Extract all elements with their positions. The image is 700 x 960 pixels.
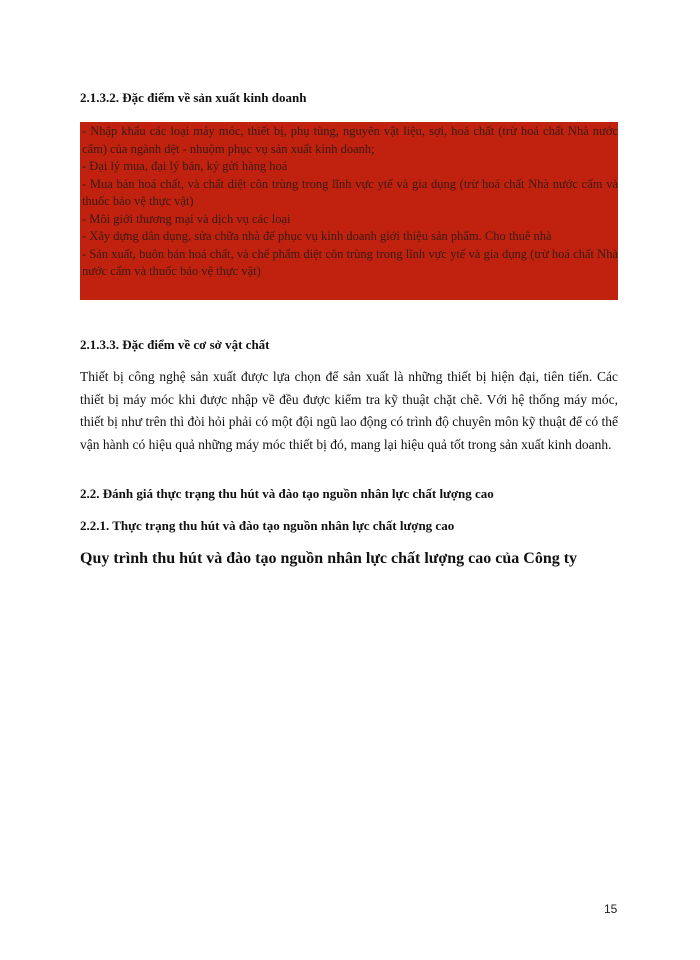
business-activities-box [80, 122, 618, 300]
facility-heading: 2.1.3.3. Đặc điểm về cơ sở vật chất [80, 337, 270, 352]
page-number: 15 [604, 902, 618, 916]
business-heading: 2.1.3.2. Đặc điểm về sản xuất kinh doanh [80, 90, 307, 105]
process-title: Quy trình thu hút và đào tạo nguồn nhân lực chất lượng cao của Công ty [80, 550, 578, 567]
list-item: - Xây dựng dân dụng, sửa chữa nhà để phục vụ kinh doanh giới thiệu sản phẩm. Cho thuê nhà [82, 229, 552, 243]
status-heading: 2.2.1. Thực trạng thu hút và đào tạo nguồn nhân lực chất lượng cao [80, 518, 455, 533]
facility-paragraph: Thiết bị công nghệ sản xuất được lựa chọn để sản xuất là những thiết bị hiện đại, tiên tiến. Các thiết bị máy móc khi được nhập về đều được kiểm tra kỹ thuật chặt chẽ. Với hệ thống máy móc, thiết bị như trên thì đòi hỏi phải có một đội ngũ lao động có trình độ chuyên môn kỹ thuật để có thể vận hành có hiệu quả những máy móc thiết bị đó, mang lại hiệu quả tốt trong sản xuất kinh doanh. [80, 369, 618, 452]
list-item: - Đại lý mua, đại lý bán, ký gửi hàng hoá [82, 159, 288, 173]
list-item: - Môi giới thương mại và dịch vụ các loại [82, 211, 291, 226]
list-item: - Sản xuất, buôn bán hoá chất, và chế phẩm diệt côn trùng trong lĩnh vực ytế và gia dụng (trừ hoá chất Nhà nước cấm và thuốc bảo vệ thực vật) [82, 246, 618, 278]
assessment-heading: 2.2. Đánh giá thực trạng thu hút và đào tạo nguồn nhân lực chất lượng cao [80, 486, 494, 501]
list-item: - Nhập khẩu các loại máy móc, thiết bị, phụ tùng, nguyên vật liệu, sợi, hoá chất (trừ hoá chất Nhà nước cấm) của ngành dệt - nhuộm phục vụ sản xuất kinh doanh; [82, 124, 618, 156]
list-item: - Mua bán hoá chất, và chất diệt côn trùng trong lĩnh vực ytế và gia dụng (trừ hoá chất Nhà nước cấm và thuốc bảo vệ thực vật) [82, 176, 618, 208]
